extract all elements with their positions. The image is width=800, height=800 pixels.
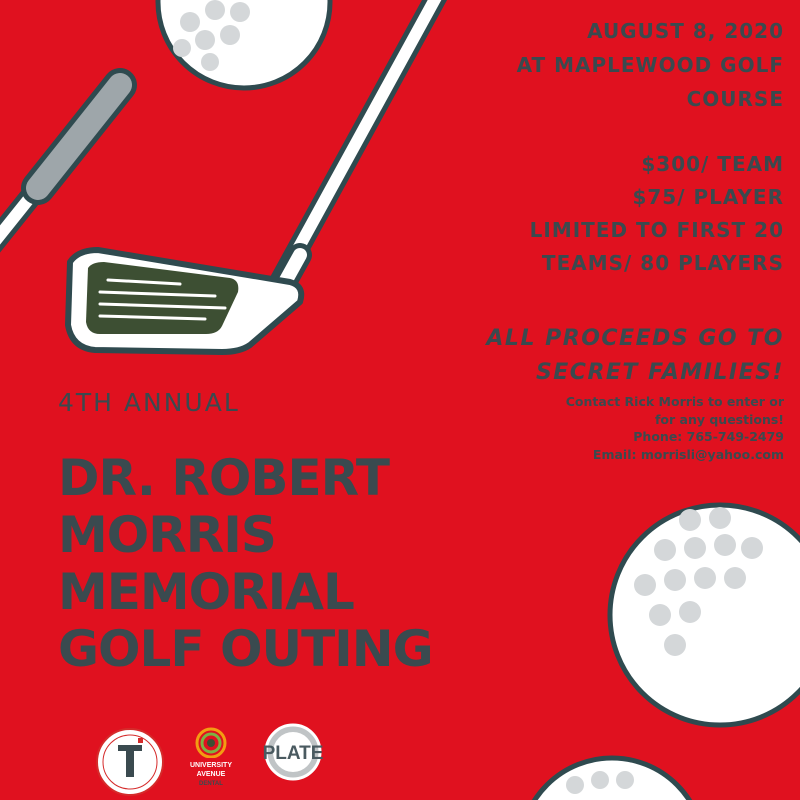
event-title bbox=[58, 450, 578, 678]
contact-line: Contact Rick Morris to enter or bbox=[565, 394, 784, 409]
title-line: GOLF OUTING bbox=[58, 620, 433, 678]
contact-email: Email: morrisli@yahoo.com bbox=[592, 446, 784, 462]
sponsor-logo-university-avenue-icon bbox=[190, 729, 232, 792]
title-line: DR. ROBERT bbox=[58, 449, 389, 507]
proceeds-line: SECRET FAMILIES! bbox=[535, 360, 784, 385]
proceeds-line: ALL PROCEEDS GO TO bbox=[486, 326, 784, 351]
proceeds-statement bbox=[404, 322, 784, 390]
pricing-info bbox=[404, 148, 784, 280]
title-line: MEMORIAL bbox=[58, 563, 354, 621]
sponsor-university-line3: DENTAL bbox=[199, 781, 223, 787]
sponsor-university-line2: AVENUE bbox=[196, 771, 226, 778]
contact-phone: Phone: 765-749-2479 bbox=[633, 429, 784, 444]
title-line: MORRIS bbox=[58, 506, 276, 564]
golf-ball-right-icon bbox=[610, 505, 800, 725]
sponsor-university-line1: UNIVERSITY bbox=[189, 762, 233, 769]
event-subtitle: 4TH ANNUAL bbox=[58, 388, 240, 417]
event-date-location bbox=[424, 14, 784, 116]
contact-line: for any questions! bbox=[654, 411, 784, 427]
golf-ball-bottom-icon bbox=[520, 758, 704, 800]
sponsor-logo-plate-icon bbox=[263, 725, 324, 779]
pricing-line: LIMITED TO FIRST 20 bbox=[529, 218, 784, 242]
pricing-line: $75/ PLAYER bbox=[632, 185, 784, 209]
sponsor-plate-text: PLATE bbox=[262, 743, 324, 764]
golf-ball-top-icon bbox=[158, 0, 330, 88]
pricing-line: TEAMS/ 80 PLAYERS bbox=[541, 251, 784, 275]
pricing-line: $300/ TEAM bbox=[641, 152, 784, 176]
event-info-line: AUGUST 8, 2020 bbox=[587, 19, 784, 43]
event-info-line: COURSE bbox=[686, 87, 784, 111]
event-info-line: AT MAPLEWOOD GOLF bbox=[516, 53, 784, 77]
sponsor-logo-seal-icon bbox=[97, 729, 163, 795]
